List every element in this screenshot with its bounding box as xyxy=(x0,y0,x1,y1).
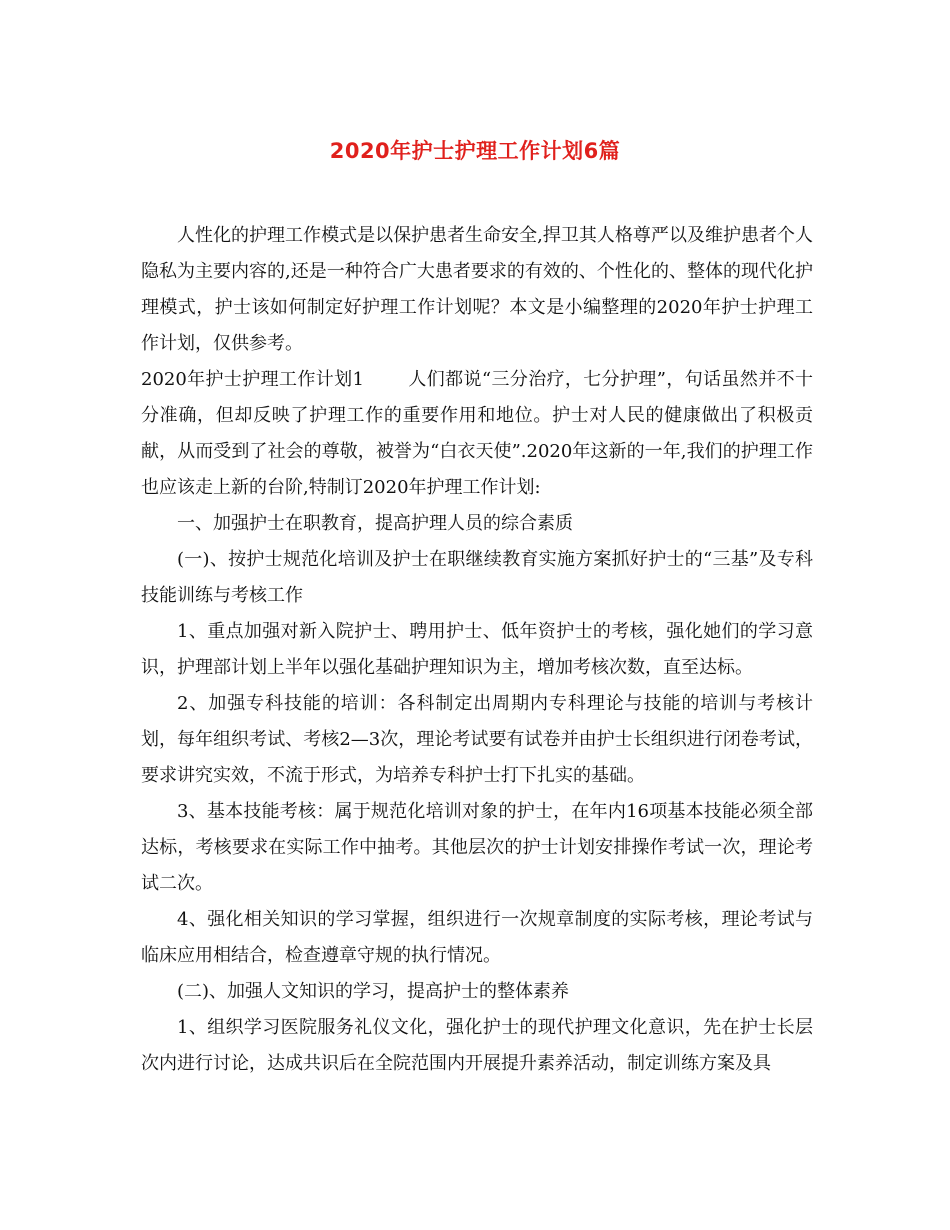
body-paragraph: 一、加强护士在职教育，提高护理人员的综合素质 xyxy=(177,513,573,534)
plan1-paragraph xyxy=(141,362,813,506)
body-paragraph: 1、组织学习医院服务礼仪文化，强化护士的现代护理文化意识，先在护士长层次内进行讨论，达成共识后在全院范围内开展提升素养活动，制定训练方案及具 xyxy=(141,1017,813,1074)
body-paragraph: 1、重点加强对新入院护士、聘用护士、低年资护士的考核，强化她们的学习意识，护理部计划上半年以强化基础护理知识为主，增加考核次数，直至达标。 xyxy=(141,621,813,678)
body-paragraph: (二)、加强人文知识的学习，提高护士的整体素养 xyxy=(177,981,570,1002)
plan1-heading: 2020年护士护理工作计划1 xyxy=(141,369,364,390)
body-paragraph: 4、强化相关知识的学习掌握，组织进行一次规章制度的实际考核，理论考试与临床应用相结合，检查遵章守规的执行情况。 xyxy=(141,909,813,966)
body-paragraph: (一)、按护士规范化培训及护士在职继续教育实施方案抓好护士的“三基”及专科技能训练与考核工作 xyxy=(141,549,813,606)
document-body xyxy=(141,218,813,1082)
intro-paragraph: 人性化的护理工作模式是以保护患者生命安全,捍卫其人格尊严以及维护患者个人隐私为主要内容的,还是一种符合广大患者要求的有效的、个性化的、整体的现代化护理模式，护士该如何制定好护理工作计划呢？本文是小编整理的2020年护士护理工作计划，仅供参考。 xyxy=(141,225,813,354)
plan1-text: 人们都说“三分治疗，七分护理”，句话虽然并不十分准确，但却反映了护理工作的重要作用和地位。护士对人民的健康做出了积极贡献，从而受到了社会的尊敬，被誉为“白衣天使”.2020年这新的一年,我们的护理工作也应该走上新的台阶,特制订2020年护理工作计划: xyxy=(141,369,813,498)
body-paragraph: 3、基本技能考核：属于规范化培训对象的护士，在年内16项基本技能必须全部达标，考核要求在实际工作中抽考。其他层次的护士计划安排操作考试一次，理论考试二次。 xyxy=(141,801,813,894)
body-paragraph: 2、加强专科技能的培训：各科制定出周期内专科理论与技能的培训与考核计划，每年组织考试、考核2—3次，理论考试要有试卷并由护士长组织进行闭卷考试，要求讲究实效，不流于形式，为培养专科护士打下扎实的基础。 xyxy=(141,693,813,786)
document-title: 2020年护士护理工作计划6篇 xyxy=(329,139,621,163)
